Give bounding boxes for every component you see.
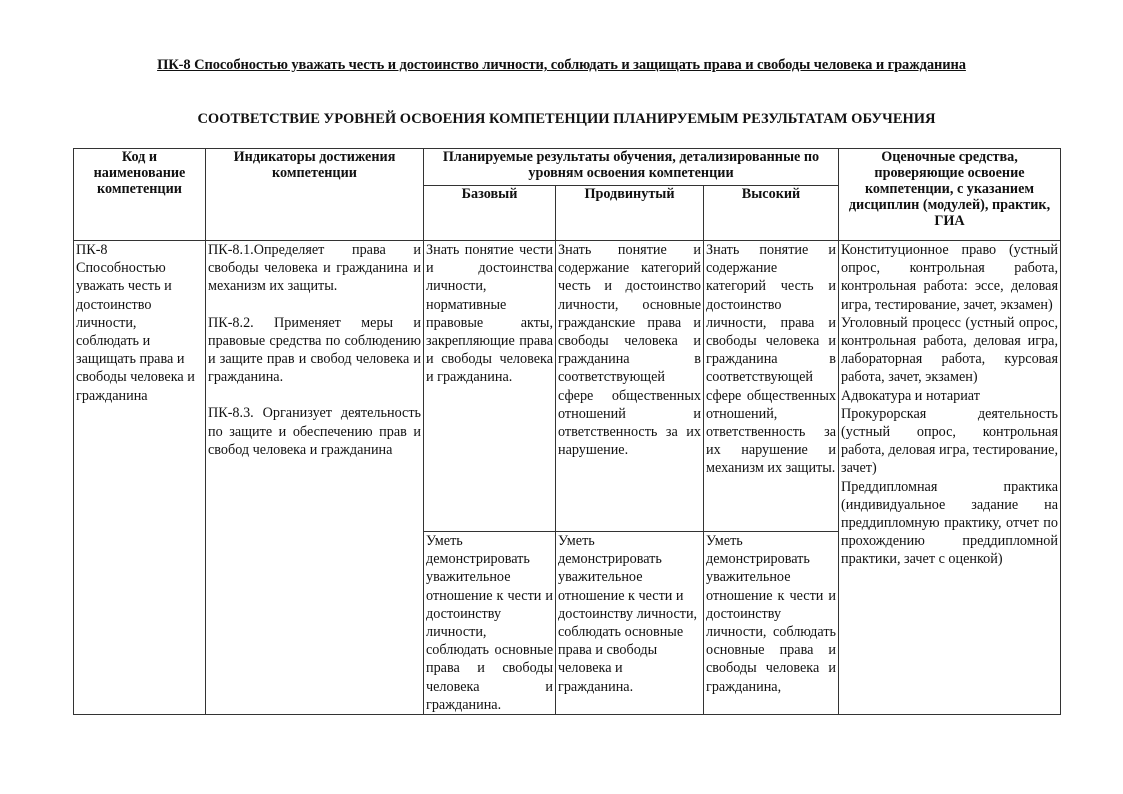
- competence-code: ПК-8: [76, 242, 108, 258]
- know-basic: Знать понятие чести и достоинства личности, нормативные правовые акты, закрепляющие права и свободы человека и гражданина.: [424, 241, 556, 532]
- assessment-prosecutor: Прокурорская деятельность (устный опрос, контрольная работа, деловая игра, тестирование, зачет): [841, 405, 1058, 477]
- assessment-cell: [839, 241, 1061, 715]
- know-advanced: Знать понятие и содержание категорий честь и достоинство личности, основные гражданские права и свободы человека и гражданина в соответствующей сфере общественных отношений и ответственность за их нарушение.: [556, 241, 704, 532]
- section-title: СООТВЕТСТВИЕ УРОВНЕЙ ОСВОЕНИЯ КОМПЕТЕНЦИИ ПЛАНИРУЕМЫМ РЕЗУЛЬТАТАМ ОБУЧЕНИЯ: [197, 111, 936, 127]
- indicator-8-1: ПК-8.1.Определяет права и свободы человека и гражданина и механизм их защиты.: [208, 242, 421, 295]
- assessment-advocacy-notary: Адвокатура и нотариат: [841, 387, 980, 404]
- header-planned-results: Планируемые результаты обучения, детализированные по уровням освоения компетенции: [424, 149, 839, 186]
- know-row: [74, 241, 1061, 532]
- header-advanced: Продвинутый: [556, 186, 704, 241]
- competence-table: [73, 148, 1061, 715]
- competence-name: Способностью уважать честь и достоинство личности, соблюдать и защищать права и свободы человека и гражданина: [76, 260, 195, 404]
- able-high: Уметь демонстрировать уважительное отношение к чести и достоинству личности, соблюдать основные права и свободы человека и гражданина,: [704, 532, 839, 715]
- assessment-criminal-process: Уголовный процесс (устный опрос, контрольная работа, деловая игра, лабораторная работа, курсовая работа, зачет, экзамен): [841, 314, 1058, 386]
- able-basic: Уметь демонстрировать уважительное отношение к чести и достоинству личности, соблюдать основные права и свободы человека и гражданина.: [424, 532, 556, 715]
- code-cell: [74, 241, 206, 715]
- header-row-1: [74, 149, 1061, 186]
- assessment-constitutional-law: Конституционное право (устный опрос, контрольная работа, контрольная работа: эссе, деловая игра, тестирование, зачет, экзамен): [841, 242, 1058, 313]
- indicator-8-2: ПК-8.2. Применяет меры и правовые средства по соблюдению и защите прав и свобод человека и гражданина.: [208, 314, 421, 386]
- assessment-pre-diploma-practice: Преддипломная практика (индивидуальное задание на преддипломную практику, отчет по прохождению преддипломной практики, зачет с оценкой): [841, 478, 1058, 568]
- know-high: Знать понятие и содержание категорий честь и достоинство личности, права и свободы человека и гражданина в соответствующей сфере общественных отношений, ответственность за их нарушение и механизм их защиты.: [704, 241, 839, 532]
- header-assessment: Оценочные средства, проверяющие освоение компетенции, с указанием дисциплин (модулей), практик, ГИА: [839, 149, 1061, 241]
- header-high: Высокий: [704, 186, 839, 241]
- header-code: Код и наименование компетенции: [74, 149, 206, 241]
- able-advanced: Уметь демонстрировать уважительное отношение к чести и достоинству личности, соблюдать основные права и свободы человека и гражданина.: [556, 532, 704, 715]
- header-indicators: Индикаторы достижения компетенции: [206, 149, 424, 241]
- indicator-8-3: ПК-8.3. Организует деятельность по защите и обеспечению прав и свобод человека и гражданина: [208, 405, 421, 458]
- competence-title: ПК-8 Способностью уважать честь и достоинство личности, соблюдать и защищать права и свободы человека и гражданина: [157, 57, 966, 73]
- indicators-cell: [206, 241, 424, 715]
- header-basic: Базовый: [424, 186, 556, 241]
